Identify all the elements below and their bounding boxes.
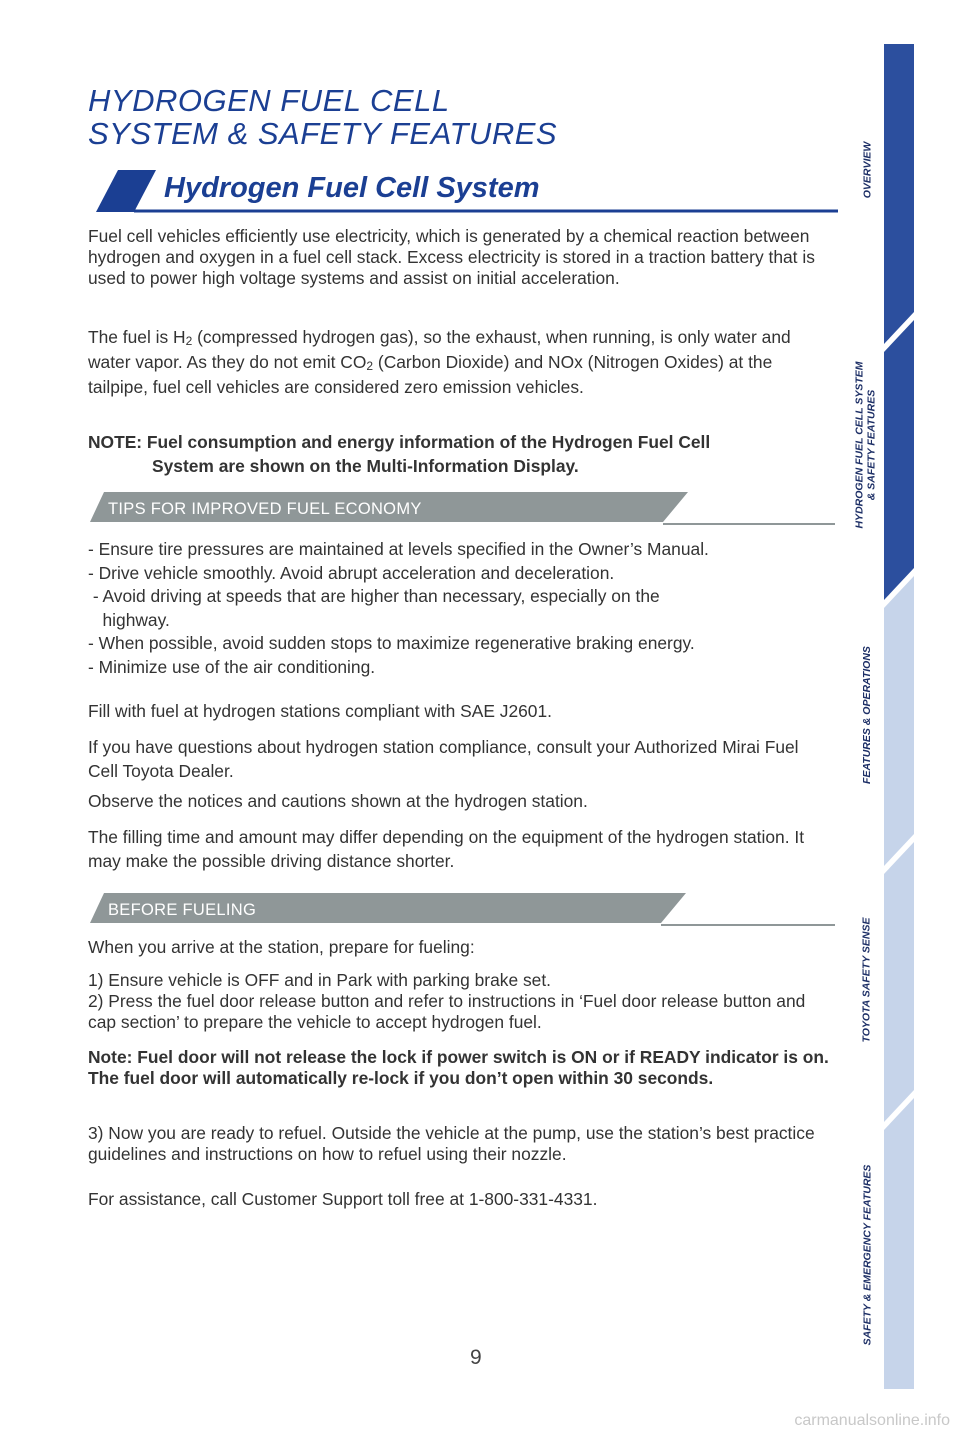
section-title: Hydrogen Fuel Cell System (164, 172, 540, 204)
header-title-line1: HYDROGEN FUEL CELL (88, 83, 450, 118)
fuel-door-note-text: Note: Fuel door will not release the lock if power switch is ON or if READY indicator is on. The fuel door will automatically re-lock if you don’t open within 30 seconds. (88, 1047, 829, 1088)
tips-list-item: - Minimize use of the air conditioning. (88, 656, 376, 677)
fuel-consumption-note (88, 430, 833, 478)
tab-hydrogen-shape (884, 320, 914, 600)
tips-heading: TIPS FOR IMPROVED FUEL ECONOMY (108, 500, 422, 518)
note-line-2: System are shown on the Multi-Information Display. (152, 456, 579, 476)
fueling-step-3-block (88, 1123, 833, 1165)
intro-text-2: The fuel is H2 (compressed hydrogen gas), so the exhaust, when running, is only water and water vapor. As they do not emit CO2 (Carbon Dioxide) and NOx (Nitrogen Oxides) at the tailpipe, fuel cell vehicles are considered zero emission vehicles. (88, 327, 791, 397)
side-tab-strip (884, 44, 914, 1389)
tab-safety-shape (884, 1098, 914, 1389)
intro-paragraph-1 (88, 226, 833, 289)
filling-time-text (88, 825, 833, 873)
station-compliance-text (88, 701, 833, 722)
tab-safety-label: SAFETY & EMERGENCY FEATURES (861, 1164, 874, 1346)
intro-text-1: Fuel cell vehicles efficiently use electricity, which is generated by a chemical reaction between hydrogen and oxygen in a fuel cell stack. Excess electricity is stored in a traction battery that is used to power high voltage systems and assist on initial acceleration. (88, 226, 815, 288)
fueling-step-3: 3) Now you are ready to refuel. Outside the vehicle at the pump, use the station’s best practice guidelines and instructions on how to refuel using their nozzle. (88, 1123, 815, 1164)
tips-list-item: - Avoid driving at speeds that are higher than necessary, especially on the (88, 586, 660, 606)
before-fueling-heading: BEFORE FUELING (108, 901, 257, 919)
watermark-url: carmanualsonline.info (794, 1412, 950, 1429)
tips-banner (90, 492, 835, 528)
tab-hydrogen-fuel-cell[interactable] (848, 330, 884, 560)
tips-list-item: highway. (88, 609, 170, 630)
page-header-title (88, 84, 557, 150)
notices-text (88, 791, 833, 812)
tab-features-operations[interactable] (852, 600, 882, 830)
arrival-text (88, 937, 833, 958)
dealer-text (88, 735, 833, 783)
tab-overview-label: OVERVIEW (861, 141, 873, 199)
support-text (88, 1189, 833, 1210)
fueling-step-2: 2) Press the fuel door release button and refer to instructions in ‘Fuel door release button and cap section’ to prepare the vehicle to accept hydrogen fuel. (88, 991, 806, 1032)
tips-list-item: - Ensure tire pressures are maintained at levels specified in the Owner’s Manual. (88, 539, 709, 559)
fueling-step-1: 1) Ensure vehicle is OFF and in Park with parking brake set. (88, 970, 551, 990)
section-title-banner (96, 168, 838, 214)
tips-list (88, 538, 833, 679)
tips-list-item: - Drive vehicle smoothly. Avoid abrupt acceleration and deceleration. (88, 562, 615, 583)
tab-features-shape (884, 576, 914, 866)
fuel-door-note (88, 1047, 833, 1089)
tab-hydrogen-label: HYDROGEN FUEL CELL SYSTEM & SAFETY FEATURES (854, 361, 879, 529)
support-phone-text: For assistance, call Customer Support toll free at 1-800-331-4331. (88, 1189, 598, 1209)
tab-toyota-safety-sense[interactable] (852, 875, 882, 1085)
tab-tss-label: TOYOTA SAFETY SENSE (861, 917, 873, 1043)
fueling-steps (88, 970, 833, 1033)
tips-list-item: - When possible, avoid sudden stops to maximize regenerative braking energy. (88, 633, 695, 653)
station-para-3: Observe the notices and cautions shown at the hydrogen station. (88, 791, 588, 811)
station-para-1: Fill with fuel at hydrogen stations compliant with SAE J2601. (88, 701, 552, 721)
station-para-2: If you have questions about hydrogen station compliance, consult your Authorized Mirai Fuel Cell Toyota Dealer. (88, 737, 799, 781)
tab-overview[interactable] (852, 70, 882, 270)
tab-tss-shape (884, 842, 914, 1122)
page-number: 9 (470, 1346, 482, 1369)
tab-overview-shape (884, 44, 914, 344)
intro-paragraph-2 (88, 327, 833, 398)
arrival-intro: When you arrive at the station, prepare for fueling: (88, 937, 475, 957)
note-line-1: NOTE: Fuel consumption and energy information of the Hydrogen Fuel Cell (88, 432, 711, 452)
before-fueling-banner (90, 893, 835, 929)
tab-safety-emergency[interactable] (852, 1130, 882, 1380)
tab-features-label: FEATURES & OPERATIONS (861, 646, 873, 784)
station-para-4: The filling time and amount may differ depending on the equipment of the hydrogen station. It may make the possible driving distance shorter. (88, 827, 805, 871)
header-title-line2: SYSTEM & SAFETY FEATURES (88, 116, 558, 151)
